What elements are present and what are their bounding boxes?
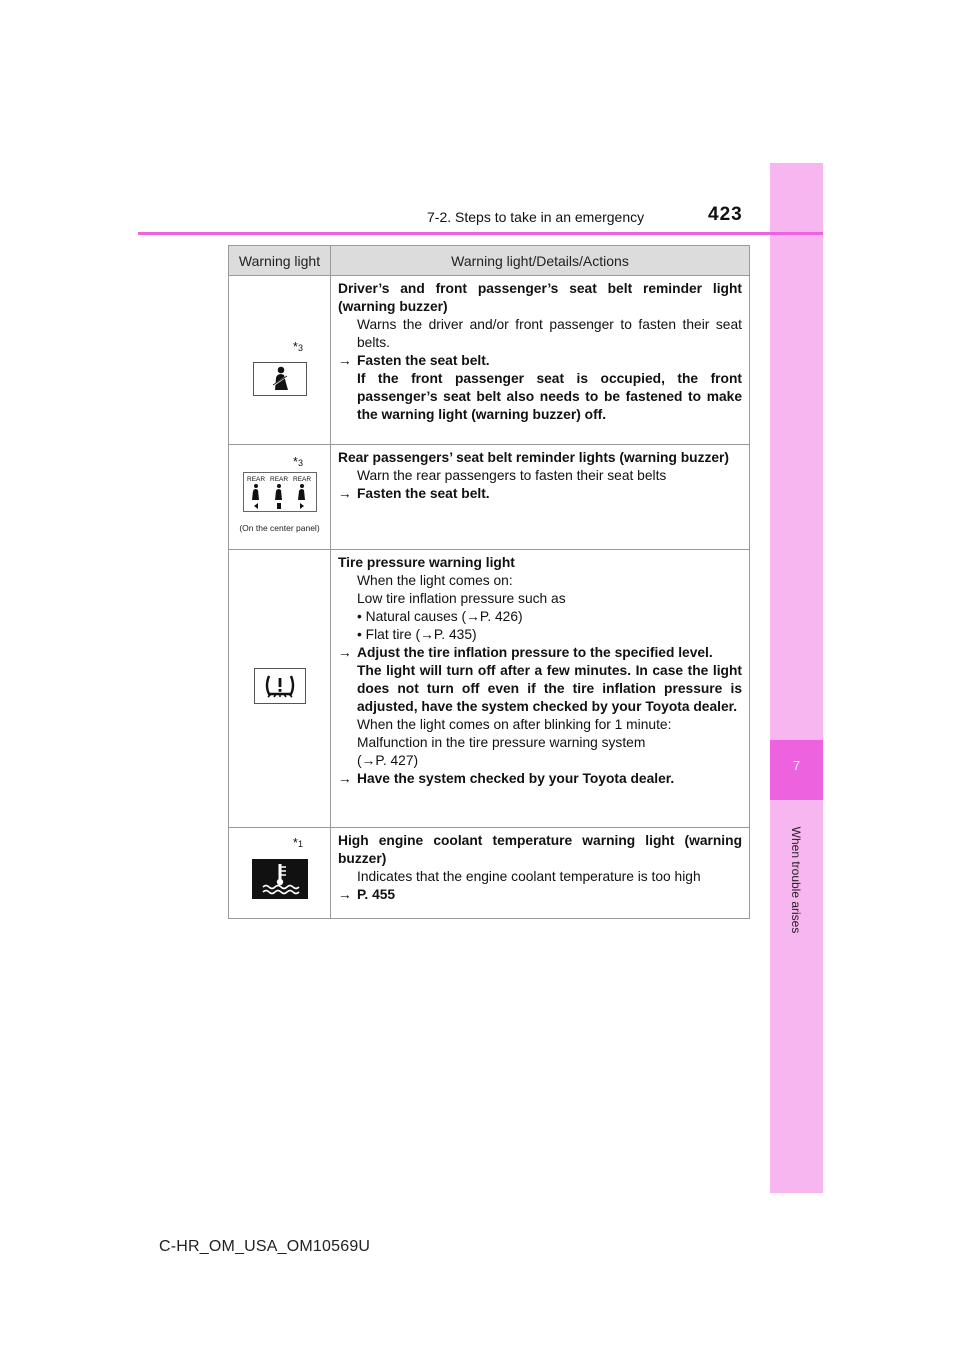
cause-link[interactable]: • Flat tire (→P. 435)	[357, 627, 477, 642]
arrow-icon: →	[338, 771, 352, 786]
table-row	[229, 828, 750, 919]
icon-cell	[229, 828, 331, 919]
condition-text: When the light comes on after blinking for 1 minute:	[357, 717, 672, 732]
arrow-icon: →	[338, 645, 352, 660]
table-row	[229, 550, 750, 828]
section-title: 7-2. Steps to take in an emergency	[427, 209, 645, 225]
action-note: If the front passenger seat is occupied, the front passenger’s seat belt also needs to be fastened to make the warning light (warning buzzer) off.	[357, 371, 742, 422]
icon-cell	[229, 445, 331, 550]
chapter-tab[interactable]	[770, 740, 823, 800]
seat-belt-icon	[253, 362, 307, 396]
icon-location-note: (On the center panel)	[239, 522, 320, 533]
table-header-row	[229, 246, 750, 276]
header-divider	[138, 232, 823, 235]
page-reference[interactable]: P. 455	[357, 887, 396, 902]
details-cell	[331, 828, 750, 919]
rear-label: REAR	[246, 475, 265, 483]
action-note: The light will turn off after a few minutes. In case the light does not turn off even if the tire inflation pressure is adjusted, have the system checked by your Toyota dealer.	[357, 663, 742, 714]
action-text: Have the system checked by your Toyota dealer.	[357, 771, 675, 786]
condition-text: Malfunction in the tire pressure warning system	[357, 735, 646, 750]
rear-seat-belt-icon	[243, 472, 317, 512]
light-description: Warns the driver and/or front passenger to fasten their seat belts.	[357, 317, 742, 350]
cause-item	[338, 608, 742, 626]
document-code: C-HR_OM_USA_OM10569U	[159, 1238, 371, 1255]
table-row	[229, 445, 750, 550]
column-header-details: Warning light/Details/Actions	[331, 246, 750, 276]
tire-pressure-icon	[254, 668, 306, 704]
column-header-warning-light: Warning light	[229, 246, 331, 276]
condition-text: Low tire inflation pressure such as	[357, 591, 566, 606]
arrow-icon: →	[338, 486, 352, 501]
cause-item	[338, 626, 742, 644]
footnote-marker: *1	[292, 835, 303, 850]
action-text: Fasten the seat belt.	[357, 353, 490, 368]
light-description: Warn the rear passengers to fasten their seat belts	[357, 468, 667, 483]
footnote-marker: *3	[292, 339, 303, 354]
icon-cell	[229, 276, 331, 445]
details-cell	[331, 550, 750, 828]
light-title: Driver’s and front passenger’s seat belt reminder light (warning buzzer)	[338, 281, 742, 314]
page-reference[interactable]: (→P. 427)	[357, 753, 419, 768]
cause-link[interactable]: • Natural causes (→P. 426)	[357, 609, 523, 624]
action-text: Adjust the tire inflation pressure to the specified level.	[357, 645, 713, 660]
icon-cell	[229, 550, 331, 828]
light-title: Rear passengers’ seat belt reminder lights (warning buzzer)	[338, 450, 730, 465]
table-row	[229, 276, 750, 445]
details-cell	[331, 276, 750, 445]
chapter-number: 7	[792, 758, 801, 773]
arrow-icon: →	[338, 887, 352, 902]
arrow-icon: →	[338, 353, 352, 368]
page-number: 423	[708, 204, 743, 225]
rear-label: REAR	[292, 475, 311, 483]
chapter-title: When trouble arises	[789, 826, 803, 934]
light-description: Indicates that the engine coolant temperature is too high	[357, 869, 701, 884]
chapter-sidebar	[770, 163, 823, 1193]
light-title: Tire pressure warning light	[338, 555, 515, 570]
rear-label: REAR	[269, 475, 288, 483]
footnote-marker: *3	[292, 454, 303, 469]
details-cell	[331, 445, 750, 550]
condition-text: When the light comes on:	[357, 573, 513, 588]
warning-light-table	[228, 245, 750, 919]
action-text: Fasten the seat belt.	[357, 486, 490, 501]
coolant-temperature-icon	[252, 859, 308, 899]
light-title: High engine coolant temperature warning light (warning buzzer)	[338, 833, 742, 866]
